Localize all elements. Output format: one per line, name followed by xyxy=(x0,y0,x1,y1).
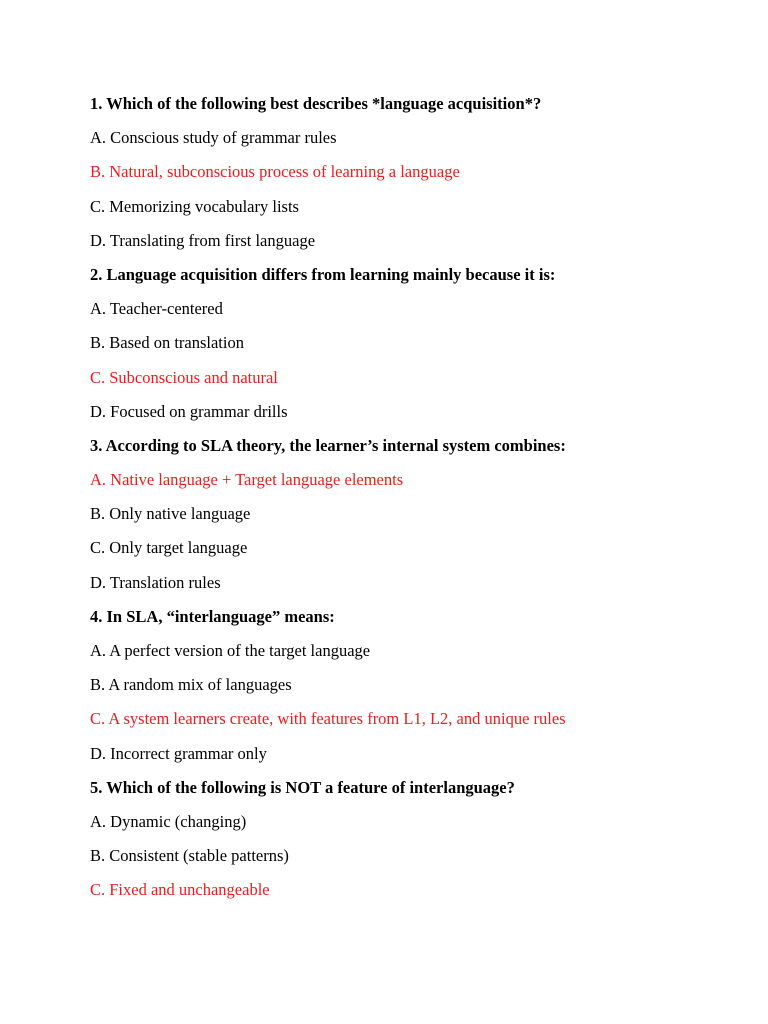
question-1-option-a: A. Conscious study of grammar rules xyxy=(90,128,337,148)
question-2: 2. Language acquisition differs from learning mainly because it is: xyxy=(90,264,556,284)
question-5-option-b: B. Consistent (stable patterns) xyxy=(90,846,289,866)
question-5: 5. Which of the following is NOT a feature of interlanguage? xyxy=(90,777,515,797)
question-2-option-b: B. Based on translation xyxy=(90,333,244,353)
quiz-document xyxy=(90,92,730,913)
question-4: 4. In SLA, “interlanguage” means: xyxy=(90,606,335,626)
question-4-option-c-correct: C. A system learners create, with features from L1, L2, and unique rules xyxy=(90,709,566,729)
question-2-option-d: D. Focused on grammar drills xyxy=(90,401,288,421)
question-4-option-d: D. Incorrect grammar only xyxy=(90,743,267,763)
question-3-option-b: B. Only native language xyxy=(90,504,251,524)
question-1: 1. Which of the following best describes *language acquisition*? xyxy=(90,94,542,113)
question-4-option-a: A. A perfect version of the target language xyxy=(90,641,371,660)
question-1-option-c: C. Memorizing vocabulary lists xyxy=(90,196,299,216)
question-3-option-d: D. Translation rules xyxy=(90,572,221,592)
question-3: 3. According to SLA theory, the learner’s internal system combines: xyxy=(90,435,566,455)
question-2-option-c-correct: C. Subconscious and natural xyxy=(90,367,278,387)
question-1-option-b-correct: B. Natural, subconscious process of learning a language xyxy=(90,162,460,182)
question-2-option-a: A. Teacher-centered xyxy=(90,299,223,319)
question-3-option-c: C. Only target language xyxy=(90,538,248,558)
question-5-option-c-correct: C. Fixed and unchangeable xyxy=(90,880,270,900)
question-3-option-a-correct: A. Native language + Target language elements xyxy=(90,470,404,490)
question-5-option-a: A. Dynamic (changing) xyxy=(90,811,247,831)
question-1-option-d: D. Translating from first language xyxy=(90,230,316,250)
question-4-option-b: B. A random mix of languages xyxy=(90,675,292,695)
